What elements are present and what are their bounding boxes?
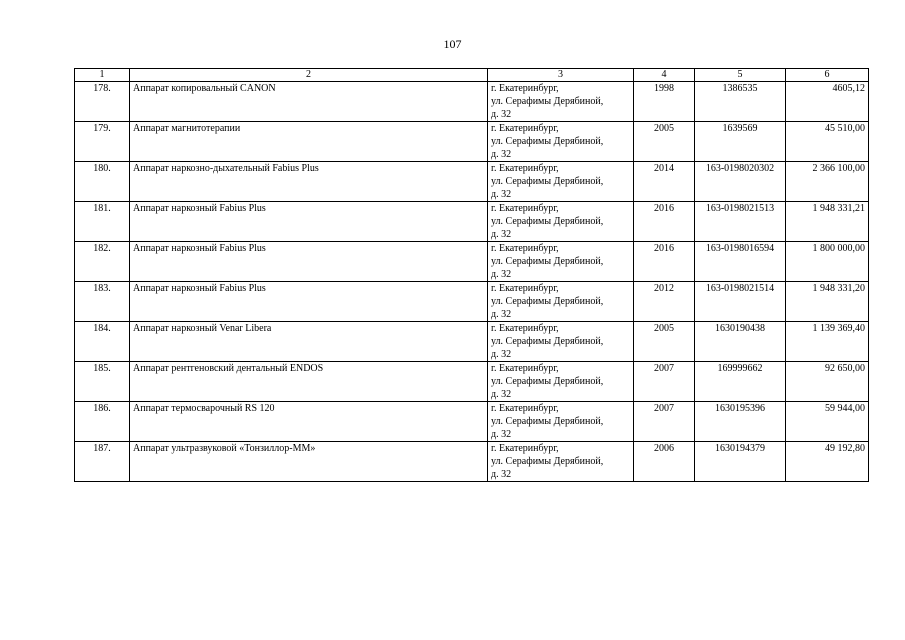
address-line: г. Екатеринбург, bbox=[491, 123, 559, 134]
address-line: г. Екатеринбург, bbox=[491, 163, 559, 174]
address-line: д. 32 bbox=[491, 189, 512, 200]
address-line: д. 32 bbox=[491, 229, 512, 240]
row-number: 187. bbox=[75, 442, 130, 482]
address-line: д. 32 bbox=[491, 309, 512, 320]
item-name: Аппарат термосварочный RS 120 bbox=[130, 402, 488, 442]
item-year: 2014 bbox=[634, 162, 695, 202]
row-number: 184. bbox=[75, 322, 130, 362]
row-number: 178. bbox=[75, 82, 130, 122]
item-inventory-number: 1630195396 bbox=[695, 402, 786, 442]
item-year: 2016 bbox=[634, 242, 695, 282]
column-header: 4 bbox=[634, 69, 695, 82]
item-cost: 49 192,80 bbox=[786, 442, 869, 482]
address-line: д. 32 bbox=[491, 389, 512, 400]
table-row bbox=[75, 122, 869, 162]
item-cost: 4605,12 bbox=[786, 82, 869, 122]
item-name: Аппарат копировальный CANON bbox=[130, 82, 488, 122]
address-line: ул. Серафимы Дерябиной, bbox=[491, 416, 604, 427]
address-line: ул. Серафимы Дерябиной, bbox=[491, 456, 604, 467]
address-line: д. 32 bbox=[491, 109, 512, 120]
item-address bbox=[488, 162, 634, 202]
item-name: Аппарат наркозный Fabius Plus bbox=[130, 202, 488, 242]
item-inventory-number: 163-0198016594 bbox=[695, 242, 786, 282]
item-address bbox=[488, 242, 634, 282]
address-line: д. 32 bbox=[491, 349, 512, 360]
item-address bbox=[488, 442, 634, 482]
item-year: 2006 bbox=[634, 442, 695, 482]
item-cost: 1 948 331,21 bbox=[786, 202, 869, 242]
item-cost: 2 366 100,00 bbox=[786, 162, 869, 202]
item-inventory-number: 163-0198021513 bbox=[695, 202, 786, 242]
address-line: ул. Серафимы Дерябиной, bbox=[491, 376, 604, 387]
row-number: 185. bbox=[75, 362, 130, 402]
row-number: 186. bbox=[75, 402, 130, 442]
page-number: 107 bbox=[443, 37, 462, 51]
table-row bbox=[75, 282, 869, 322]
table-row bbox=[75, 202, 869, 242]
table-row bbox=[75, 362, 869, 402]
row-number: 183. bbox=[75, 282, 130, 322]
address-line: г. Екатеринбург, bbox=[491, 283, 559, 294]
inventory-table bbox=[74, 68, 869, 482]
item-year: 2005 bbox=[634, 322, 695, 362]
item-address bbox=[488, 122, 634, 162]
column-header: 3 bbox=[488, 69, 634, 82]
item-address bbox=[488, 282, 634, 322]
item-inventory-number: 1386535 bbox=[695, 82, 786, 122]
address-line: ул. Серафимы Дерябиной, bbox=[491, 96, 604, 107]
item-year: 2012 bbox=[634, 282, 695, 322]
item-cost: 59 944,00 bbox=[786, 402, 869, 442]
address-line: г. Екатеринбург, bbox=[491, 363, 559, 374]
item-name: Аппарат ультразвуковой «Тонзиллор-ММ» bbox=[130, 442, 488, 482]
item-address bbox=[488, 362, 634, 402]
column-header: 6 bbox=[786, 69, 869, 82]
row-number: 181. bbox=[75, 202, 130, 242]
item-name: Аппарат рентгеновский дентальный ENDOS bbox=[130, 362, 488, 402]
table-row bbox=[75, 162, 869, 202]
item-year: 2007 bbox=[634, 362, 695, 402]
item-address bbox=[488, 202, 634, 242]
item-year: 2005 bbox=[634, 122, 695, 162]
item-year: 2007 bbox=[634, 402, 695, 442]
address-line: г. Екатеринбург, bbox=[491, 243, 559, 254]
item-cost: 1 800 000,00 bbox=[786, 242, 869, 282]
address-line: г. Екатеринбург, bbox=[491, 203, 559, 214]
address-line: ул. Серафимы Дерябиной, bbox=[491, 296, 604, 307]
item-name: Аппарат наркозно-дыхательный Fabius Plus bbox=[130, 162, 488, 202]
column-header: 1 bbox=[75, 69, 130, 82]
item-name: Аппарат наркозный Fabius Plus bbox=[130, 282, 488, 322]
row-number: 179. bbox=[75, 122, 130, 162]
address-line: г. Екатеринбург, bbox=[491, 83, 559, 94]
item-year: 2016 bbox=[634, 202, 695, 242]
item-cost: 1 948 331,20 bbox=[786, 282, 869, 322]
address-line: ул. Серафимы Дерябиной, bbox=[491, 256, 604, 267]
table-row bbox=[75, 402, 869, 442]
item-inventory-number: 1630194379 bbox=[695, 442, 786, 482]
row-number: 182. bbox=[75, 242, 130, 282]
item-year: 1998 bbox=[634, 82, 695, 122]
item-name: Аппарат наркозный Fabius Plus bbox=[130, 242, 488, 282]
item-cost: 1 139 369,40 bbox=[786, 322, 869, 362]
item-inventory-number: 163-0198020302 bbox=[695, 162, 786, 202]
table-row bbox=[75, 442, 869, 482]
address-line: д. 32 bbox=[491, 429, 512, 440]
item-cost: 45 510,00 bbox=[786, 122, 869, 162]
item-inventory-number: 1630190438 bbox=[695, 322, 786, 362]
address-line: г. Екатеринбург, bbox=[491, 443, 559, 454]
item-inventory-number: 163-0198021514 bbox=[695, 282, 786, 322]
table-body bbox=[75, 69, 869, 482]
address-line: ул. Серафимы Дерябиной, bbox=[491, 216, 604, 227]
address-line: д. 32 bbox=[491, 269, 512, 280]
table-header-row bbox=[75, 69, 869, 82]
item-address bbox=[488, 402, 634, 442]
address-line: ул. Серафимы Дерябиной, bbox=[491, 136, 604, 147]
table-row bbox=[75, 242, 869, 282]
address-line: д. 32 bbox=[491, 469, 512, 480]
column-header: 2 bbox=[130, 69, 488, 82]
item-inventory-number: 1639569 bbox=[695, 122, 786, 162]
address-line: г. Екатеринбург, bbox=[491, 403, 559, 414]
column-header: 5 bbox=[695, 69, 786, 82]
item-address bbox=[488, 322, 634, 362]
address-line: г. Екатеринбург, bbox=[491, 323, 559, 334]
table-row bbox=[75, 82, 869, 122]
address-line: д. 32 bbox=[491, 149, 512, 160]
address-line: ул. Серафимы Дерябиной, bbox=[491, 176, 604, 187]
item-address bbox=[488, 82, 634, 122]
item-inventory-number: 169999662 bbox=[695, 362, 786, 402]
item-name: Аппарат наркозный Venar Libera bbox=[130, 322, 488, 362]
item-cost: 92 650,00 bbox=[786, 362, 869, 402]
table-row bbox=[75, 322, 869, 362]
address-line: ул. Серафимы Дерябиной, bbox=[491, 336, 604, 347]
row-number: 180. bbox=[75, 162, 130, 202]
item-name: Аппарат магнитотерапии bbox=[130, 122, 488, 162]
